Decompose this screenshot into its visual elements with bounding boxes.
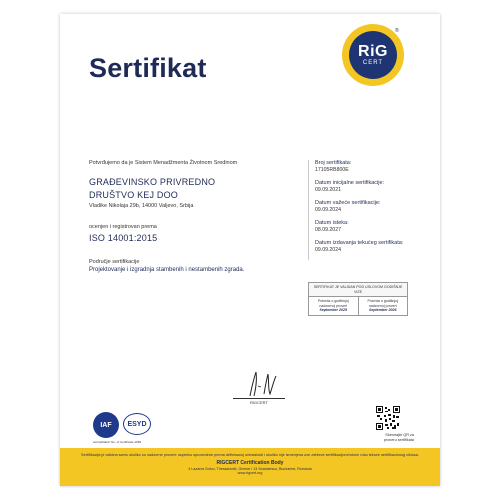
rigcert-badge <box>342 24 404 86</box>
esyd-logo: ESYD <box>123 413 151 435</box>
iaf-logo: IAF <box>93 412 119 438</box>
detail-issue-date <box>315 240 418 253</box>
footer-band <box>60 448 440 486</box>
detail-initial-date <box>315 180 418 193</box>
detail-expiry-date <box>315 220 418 233</box>
detail-certificate-number <box>315 160 418 173</box>
surveillance-text: Potvrda o godišnjoj nadzornoj proveri <box>317 299 349 308</box>
surveillance-date: September 2025 <box>319 308 348 312</box>
standard-name: ISO 14001:2015 <box>89 233 158 243</box>
intro-text: Potvrđujemo da je Sistem Menadžmenta Životnom Sredinom <box>89 160 238 166</box>
detail-label: Datum inicijalne sertifikacije: <box>315 180 385 186</box>
registered-mark: ® <box>395 28 399 34</box>
detail-value: 08.09.2027 <box>315 227 341 233</box>
certificate-title: Sertifikat <box>89 53 207 83</box>
qr-label-line1: Skenirajte QR za <box>385 433 414 437</box>
evaluated-label: ocenjen i registrovan prema <box>89 224 157 230</box>
validity-table <box>308 282 408 316</box>
signature-line <box>233 398 285 399</box>
company-name-line2: DRUŠTVO KEJ DOO <box>89 190 179 200</box>
detail-current-date <box>315 200 418 213</box>
surveillance-cell-1 <box>309 297 359 315</box>
scope-label: Područje sertifikacije <box>89 259 140 265</box>
surveillance-text: Potvrda o godišnjoj nadzornoj proveri <box>367 299 399 308</box>
company-address: Vladike Nikolaja 29b, 14000 Valjevo, Srbija <box>89 203 194 209</box>
validity-columns <box>308 297 408 316</box>
detail-value: 09.09.2024 <box>315 207 341 213</box>
detail-label: Broj sertifikata: <box>315 160 352 166</box>
detail-value: 09.09.2024 <box>315 247 341 253</box>
certification-body-website[interactable]: www.rigcert.org <box>237 471 263 475</box>
surveillance-cell-2 <box>359 297 408 315</box>
certificate-body <box>89 160 289 273</box>
accreditation-text: Accreditation No. of Certificate 1069 <box>93 440 142 444</box>
qr-label-line2: proveru sertifikata <box>383 438 414 442</box>
badge-center <box>349 31 397 79</box>
company-name <box>89 176 289 202</box>
surveillance-date: September 2026 <box>368 308 397 312</box>
detail-label: Datum izdavanja tekućeg sertifikata: <box>315 240 404 246</box>
certificate-details <box>308 160 418 260</box>
qr-code-icon[interactable] <box>376 406 400 430</box>
certification-body-name: RIGCERT Certification Body <box>216 460 284 466</box>
certification-body-address: 4 Lazaros Sofou, Thessaloniki, Greece / 13 Scarlatescu, Bucharest, Romania <box>188 467 312 471</box>
signature-label: RIGCERT <box>250 400 268 405</box>
qr-label <box>344 433 414 443</box>
badge-sub-text: CERT <box>362 60 384 66</box>
detail-label: Datum isteka: <box>315 220 349 226</box>
certificate-page <box>60 14 440 486</box>
badge-logo-text: RiG <box>358 43 388 60</box>
detail-value: 17105RB800E <box>315 167 349 173</box>
detail-value: 09.09.2021 <box>315 187 341 193</box>
scope-text: Projektovanje i izgradnja stambenih i nestambenih zgrada. <box>89 267 245 273</box>
signature-image <box>234 366 288 400</box>
footer-notice: Sertifikacija je validna samo ukoliko su nadzorne provere uspešno sprovedene prema definisanoj učestalosti i ukoliko nije izmenjena ove zahteve sertifikacijom/rokom roka tekuće sertifikacionog ciklusa. <box>81 453 419 457</box>
detail-label: Datum važeće sertifikacije: <box>315 200 381 206</box>
validity-heading: SERTIFIKAT JE VALIDAN POD USLOVOM GODIŠNJE VIZE <box>308 282 408 297</box>
company-name-line1: GRAĐEVINSKO PRIVREDNO <box>89 177 216 187</box>
